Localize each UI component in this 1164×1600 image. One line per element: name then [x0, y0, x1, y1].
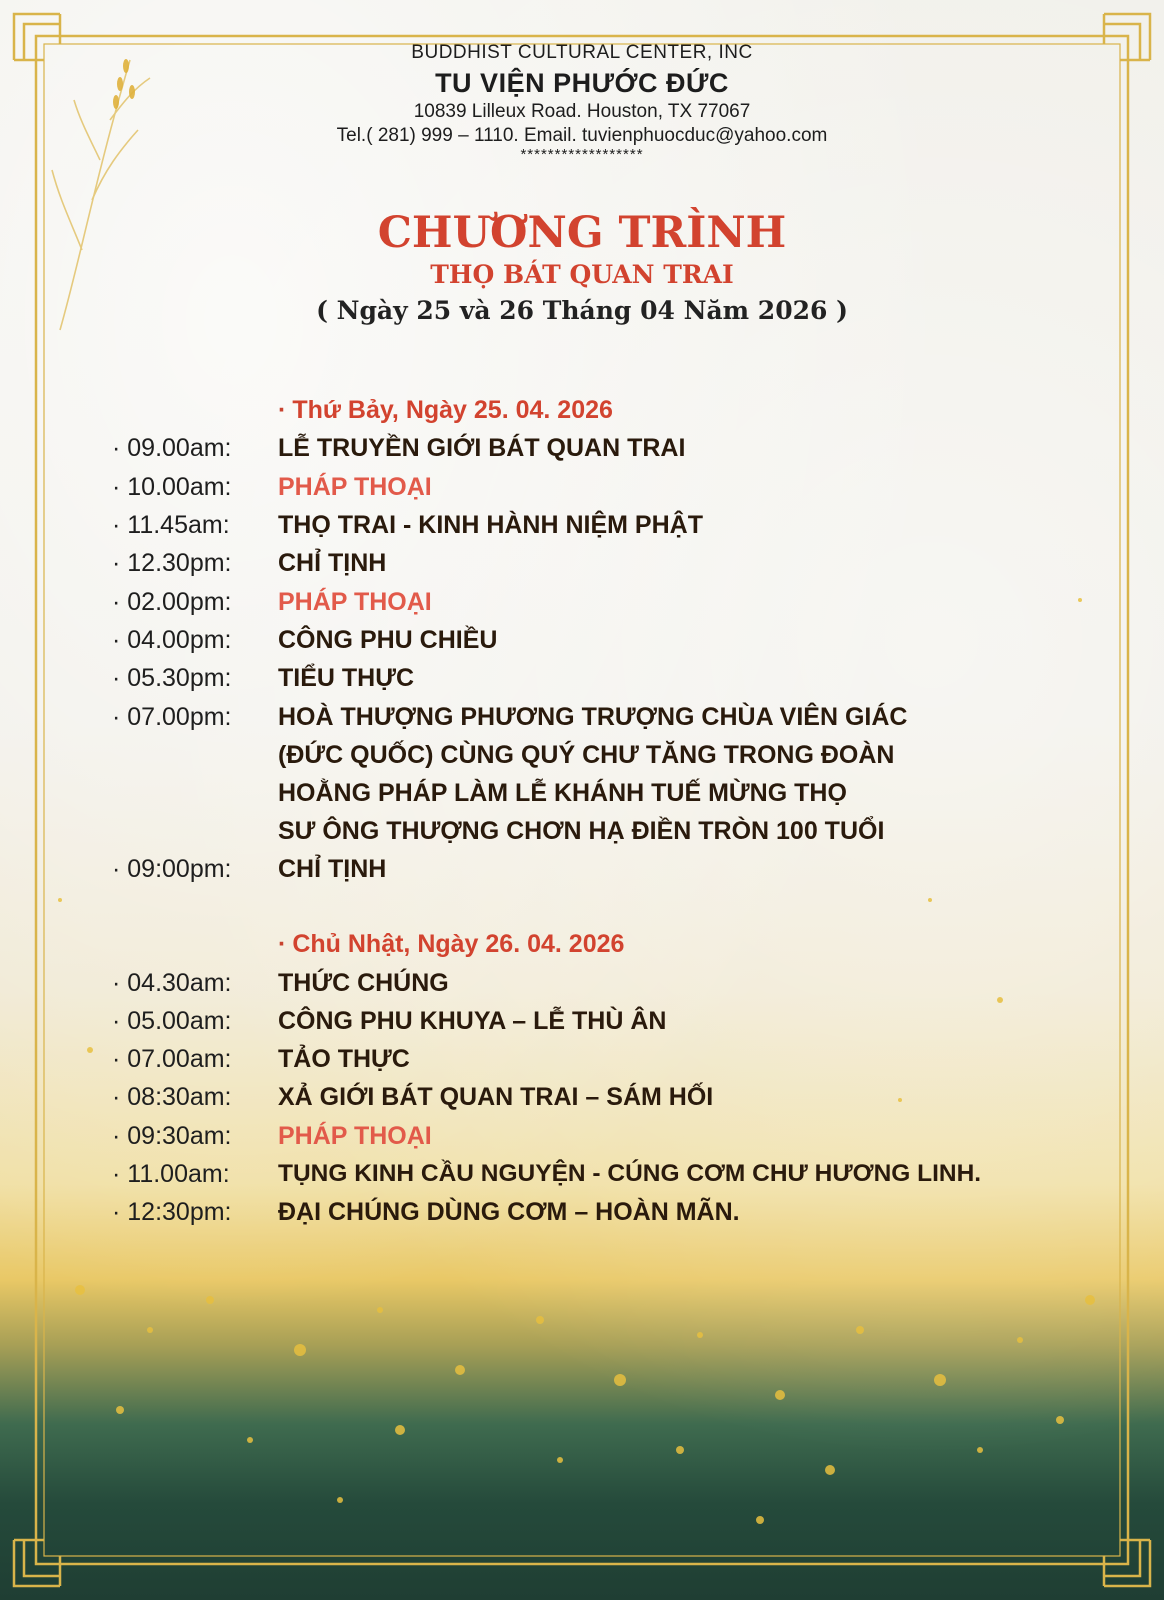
title-main: CHƯƠNG TRÌNH — [377, 208, 787, 258]
row-time: · 04.30am: — [112, 969, 232, 997]
schedule-row — [112, 1045, 1132, 1084]
schedule-row — [112, 855, 1132, 894]
schedule-row — [112, 1122, 1132, 1161]
row-activity: CÔNG PHU CHIỀU — [278, 626, 498, 654]
schedule-row — [112, 511, 1132, 550]
row-activity: THỨC CHÚNG — [278, 969, 449, 997]
row-activity: PHÁP THOẠI — [278, 473, 432, 501]
row-time: · 11.00am: — [112, 1160, 230, 1188]
day1-heading — [278, 396, 613, 425]
row-time: · 10.00am: — [112, 473, 232, 501]
row-time: · 02.00pm: — [112, 588, 232, 616]
row-time: · 07.00pm: — [112, 703, 232, 731]
row-activity: CHỈ TỊNH — [278, 855, 387, 883]
schedule-row — [112, 1083, 1132, 1122]
contact-info: Tel.( 281) 999 – 1110. Email. tuvienphuocduc@yahoo.com — [336, 125, 828, 146]
schedule-row — [112, 549, 1132, 588]
day2-heading — [278, 930, 624, 959]
schedule-row — [112, 703, 1132, 859]
row-time: · 09.00am: — [112, 434, 232, 462]
title-sub: THỌ BÁT QUAN TRAI — [430, 260, 734, 289]
row-activity: TỤNG KINH CẦU NGUYỆN - CÚNG CƠM CHƯ HƯƠNG LINH. — [278, 1160, 982, 1187]
row-activity: ĐẠI CHÚNG DÙNG CƠM – HOÀN MÃN. — [278, 1198, 740, 1226]
row-time: · 11.45am: — [112, 511, 230, 539]
row-activity: LỄ TRUYỀN GIỚI BÁT QUAN TRAI — [278, 434, 686, 462]
program-title — [0, 206, 1164, 330]
day1-heading-text: Thứ Bảy, Ngày 25. 04. 2026 — [292, 396, 613, 424]
schedule-row — [112, 1007, 1132, 1046]
row-activity-line: HOÀ THƯỢNG PHƯƠNG TRƯỢNG CHÙA VIÊN GIÁC — [278, 703, 908, 731]
row-time: · 05.00am: — [112, 1007, 232, 1035]
temple-name: TU VIỆN PHƯỚC ĐỨC — [435, 68, 729, 98]
row-time: · 05.30pm: — [112, 664, 232, 692]
row-activity: TIỂU THỰC — [278, 664, 415, 692]
row-activity-line: SƯ ÔNG THƯỢNG CHƠN HẠ ĐIỀN TRÒN 100 TUỔI — [278, 817, 885, 845]
day2-heading-text: Chủ Nhật, Ngày 26. 04. 2026 — [292, 930, 625, 958]
schedule-row — [112, 473, 1132, 512]
divider-stars: ****************** — [520, 146, 644, 163]
row-activity: CHỈ TỊNH — [278, 549, 387, 577]
header — [0, 40, 1164, 162]
row-activity: THỌ TRAI - KINH HÀNH NIỆM PHẬT — [278, 511, 703, 539]
row-time: · 04.00pm: — [112, 626, 232, 654]
address: 10839 Lilleux Road. Houston, TX 77067 — [413, 101, 751, 122]
schedule-row — [112, 588, 1132, 627]
row-activity: CÔNG PHU KHUYA – LỄ THÙ ÂN — [278, 1007, 667, 1035]
schedule-row — [112, 434, 1132, 473]
row-time: · 12:30pm: — [112, 1198, 232, 1226]
row-activity: TẢO THỰC — [278, 1045, 410, 1073]
bullet-icon: · — [278, 396, 287, 424]
row-activity-line: (ĐỨC QUỐC) CÙNG QUÝ CHƯ TĂNG TRONG ĐOÀN — [278, 741, 895, 769]
title-date: ( Ngày 25 và 26 Tháng 04 Năm 2026 ) — [316, 296, 848, 325]
row-time: · 07.00am: — [112, 1045, 232, 1073]
row-time: · 12.30pm: — [112, 549, 232, 577]
row-time: · 08:30am: — [112, 1083, 232, 1111]
schedule-row — [112, 626, 1132, 665]
schedule-row — [112, 969, 1132, 1008]
row-activity-line: HOẰNG PHÁP LÀM LỄ KHÁNH TUẾ MỪNG THỌ — [278, 779, 847, 807]
schedule-row — [112, 1198, 1132, 1237]
row-activity: PHÁP THOẠI — [278, 1122, 432, 1150]
schedule-row — [112, 1160, 1132, 1199]
org-name: BUDDHIST CULTURAL CENTER, INC — [411, 42, 753, 63]
schedule-row — [112, 664, 1132, 703]
row-activity: PHÁP THOẠI — [278, 588, 432, 616]
row-time: · 09:30am: — [112, 1122, 232, 1150]
row-activity: XẢ GIỚI BÁT QUAN TRAI – SÁM HỐI — [278, 1083, 714, 1111]
row-time: · 09:00pm: — [112, 855, 232, 883]
bullet-icon: · — [278, 930, 287, 958]
